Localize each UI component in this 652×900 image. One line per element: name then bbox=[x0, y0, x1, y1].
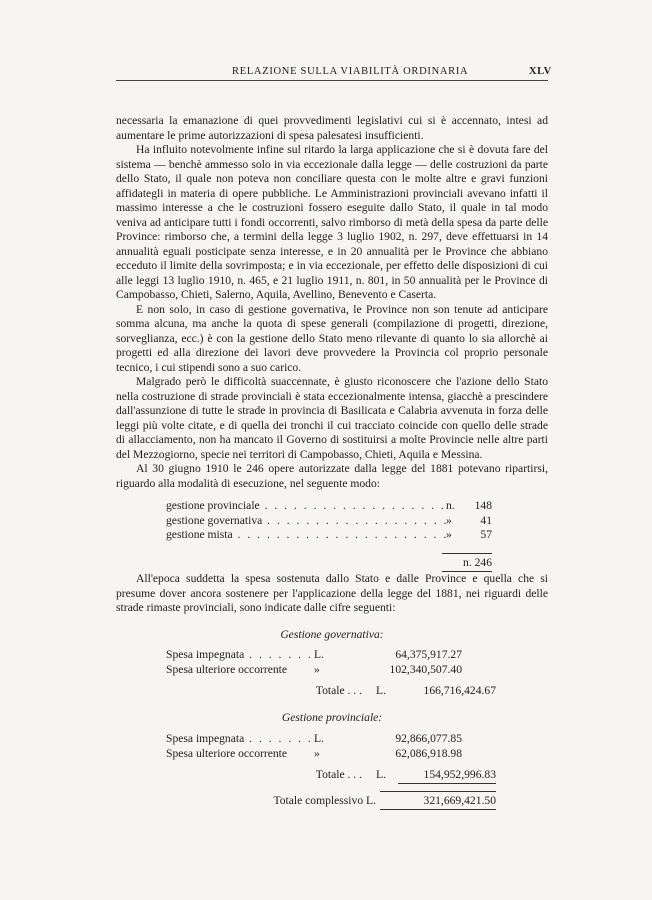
ledger-currency: L. bbox=[314, 648, 324, 661]
paragraph-2: Ha influito notevolmente infine sul ritardo la larga applicazione che si è dovuta fare del sistema — benchè ammesso solo in via eccezionale dalla legge — delle costruzioni da parte dello Stato, il quale non poteva non conciliare questa con le molte altre e gravi funzioni affidategli in materia di opere pubbliche. Le Amministrazioni provinciali avevano infatti il massimo interesse a che le costruzioni fossero eseguite dallo Stato, il quale in tal modo veniva ad anticipare tutti i fondi occorrenti, salvo rimborso di metà della spesa da parte delle Province: rimborso che, a termini della legge 3 luglio 1902, n. 297, deve effettuarsi in 14 annualità eguali posticipate senza interesse, e in 20 annualità per le Province che abbiano ecceduto il limite della sovrimposta; e in via eccezionale, per effetto delle disposizioni di cui alle leggi 13 luglio 1910, n. 465, e 21 luglio 1911, n. 801, in 50 annualità per le Province di Campobasso, Chieti, Salerno, Aquila, Avellino, Benevento e Caserta. bbox=[116, 143, 548, 301]
grand-total-label: Totale complessivo L. bbox=[273, 793, 376, 807]
ledger-total-value: 166,716,424.67 bbox=[423, 684, 496, 697]
page-body bbox=[116, 114, 548, 810]
running-title: RELAZIONE SULLA VIABILITÀ ORDINARIA bbox=[232, 66, 469, 77]
ledger-row bbox=[166, 663, 496, 678]
tally-prefix: n. bbox=[446, 499, 455, 512]
page-number: XLV bbox=[529, 66, 552, 77]
ledger-row bbox=[166, 747, 496, 762]
paragraph-4: Malgrado però le difficoltà suaccennate, è giusto riconoscere che l'azione dello Stato nella costruzione di strade provinciali è stata eccezionalmente intensa, giacchè a prescindere dall'assunzione di tutte le strade in provincia di Basilicata e Calabria avvenuta in forza delle leggi più volte citate, e di quella dei tronchi il cui tracciato coincide con quello delle strade di allacciamento, non ha mancato il Governo di sostituirsi a molte Provincie nelle altre parti del Mezzogiorno, specie nei territori di Campobasso, Chieti, Aquila e Messina. bbox=[116, 375, 548, 461]
tally-value: 148 bbox=[474, 499, 492, 512]
header-rule bbox=[116, 80, 548, 81]
ledger-value: 102,340,507.40 bbox=[389, 663, 462, 676]
ledger-provinciale bbox=[166, 732, 496, 811]
tally-value: 41 bbox=[480, 513, 492, 527]
paragraph-5: Al 30 giugno 1910 le 246 opere autorizzate dalla legge del 1881 potevano ripartirsi, riguardo alla modalità di esecuzione, nel seguente modo: bbox=[116, 462, 548, 490]
ledger-total-row bbox=[166, 768, 496, 783]
tally-row bbox=[166, 528, 492, 543]
tally-prefix: » bbox=[446, 528, 452, 541]
paragraph-1: necessaria la emanazione di quei provvedimenti legislativi cui si è accennato, intesi ad aumentare le prime autorizzazioni di spesa palesatesi insufficienti. bbox=[116, 114, 548, 142]
section-title-governativa: Gestione governativa: bbox=[280, 627, 384, 641]
ledger-total-row bbox=[166, 684, 496, 699]
ledger-currency: » bbox=[314, 746, 320, 760]
ledger-total-label: Totale . . . bbox=[315, 684, 362, 697]
ledger-row bbox=[166, 732, 496, 747]
tally-label: gestione governativa . . . bbox=[166, 514, 446, 529]
ledger-currency: » bbox=[314, 663, 320, 676]
tally-row bbox=[166, 499, 492, 514]
ledger-value: 92,866,077.85 bbox=[395, 731, 462, 745]
tally-table bbox=[166, 499, 492, 572]
paragraph-6: All'epoca suddetta la spesa sostenuta dallo Stato e dalle Province e quella che si presume dover ancora sostenere per l'applicazione della legge del 1881, nei riguardi delle strade rimaste provinciali, sono indicate dalle cifre seguenti: bbox=[116, 572, 548, 614]
ledger-total-label: Totale . . . bbox=[315, 767, 362, 781]
tally-total-row bbox=[166, 553, 492, 573]
tally-label: gestione provinciale . . . bbox=[166, 499, 446, 514]
tally-value: 57 bbox=[480, 528, 492, 541]
ledger-value: 64,375,917.27 bbox=[395, 648, 462, 661]
ledger-value: 62,086,918.98 bbox=[395, 746, 462, 760]
ledger-label: Spesa impegnata . . . bbox=[166, 732, 314, 747]
section-title-provinciale: Gestione provinciale: bbox=[281, 711, 383, 724]
ledger-row bbox=[166, 648, 496, 663]
ledger-label: Spesa ulteriore occorrente bbox=[166, 663, 288, 676]
ledger-total-currency: L. bbox=[376, 767, 386, 781]
tally-prefix: » bbox=[446, 513, 452, 527]
grand-total-value: 321,669,421.50 bbox=[380, 791, 496, 811]
ledger-total-value: 154,952,996.83 bbox=[398, 768, 496, 785]
ledger-label: Spesa impegnata . . . bbox=[166, 648, 314, 663]
tally-row bbox=[166, 514, 492, 529]
ledger-label: Spesa ulteriore occorrente bbox=[166, 746, 288, 760]
tally-label: gestione mista . . . bbox=[166, 528, 446, 543]
paragraph-3: E non solo, in caso di gestione governativa, le Province non son tenute ad anticipare somma alcuna, ma anche la quota di spese generali (compilazione di progetti, direzione, sorveglianza, ecc.) è con la gestione dello Stato meno rilevante di quanto lo sia allorchè ai progetti ed alla direzione dei lavori deve provvedere la Provincia col proprio personale tecnico, i cui stipendi sono a suo carico. bbox=[116, 302, 548, 374]
tally-total: n. 246 bbox=[442, 553, 492, 573]
ledger-governativa bbox=[166, 648, 496, 699]
grand-total-row bbox=[166, 791, 496, 811]
ledger-currency: L. bbox=[314, 731, 324, 745]
ledger-total-currency: L. bbox=[376, 684, 386, 697]
